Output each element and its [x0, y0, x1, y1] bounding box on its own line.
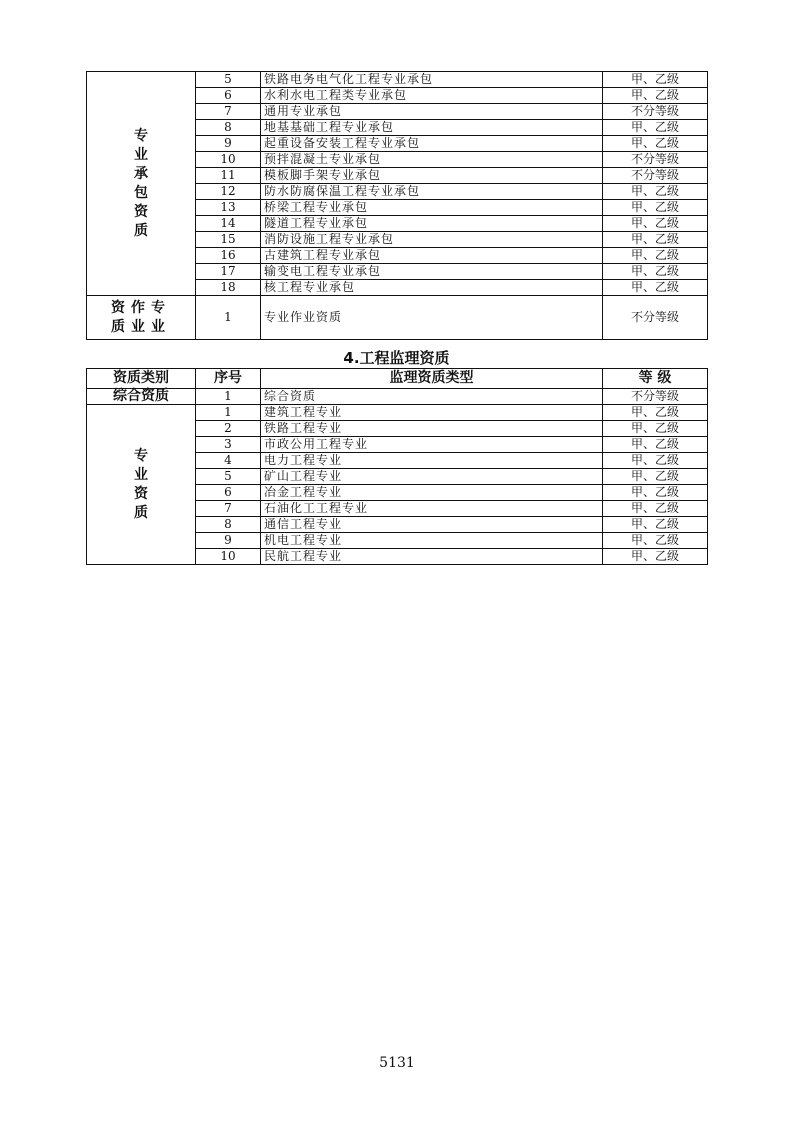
row-grade: 不分等级 [603, 389, 708, 405]
row-name: 起重设备安装工程专业承包 [261, 136, 603, 152]
section-title: 4.工程监理资质 [343, 349, 450, 367]
row-name: 电力工程专业 [261, 453, 603, 469]
row-name: 隧道工程专业承包 [261, 216, 603, 232]
row-number: 7 [196, 104, 261, 120]
row-grade: 不分等级 [603, 152, 708, 168]
header-category: 资质类别 [87, 369, 196, 389]
category-label: 专业承包资质 [134, 127, 148, 239]
supervision-qualification-table [86, 368, 708, 565]
row-number: 18 [196, 280, 261, 296]
row-number: 14 [196, 216, 261, 232]
row-grade: 甲、乙级 [603, 120, 708, 136]
row-grade: 不分等级 [603, 104, 708, 120]
page-number: 5131 [379, 1055, 415, 1071]
row-name: 水利水电工程类专业承包 [261, 88, 603, 104]
row-name: 石油化工工程专业 [261, 501, 603, 517]
row-grade: 甲、乙级 [603, 421, 708, 437]
category-label-line1: 资作专 [111, 299, 171, 316]
table-row [87, 389, 708, 405]
category-comprehensive: 综合资质 [87, 389, 196, 405]
row-name: 机电工程专业 [261, 533, 603, 549]
row-grade: 甲、乙级 [603, 453, 708, 469]
row-number: 1 [196, 405, 261, 421]
contracting-qualification-table [86, 71, 708, 340]
row-number: 15 [196, 232, 261, 248]
row-number: 5 [196, 72, 261, 88]
row-name: 专业作业资质 [261, 296, 603, 340]
header-number: 序号 [196, 369, 261, 389]
row-grade: 甲、乙级 [603, 501, 708, 517]
row-name: 桥梁工程专业承包 [261, 200, 603, 216]
row-number: 6 [196, 88, 261, 104]
category-specialty-supervision [87, 405, 196, 565]
row-grade: 甲、乙级 [603, 88, 708, 104]
row-name: 核工程专业承包 [261, 280, 603, 296]
row-name: 通信工程专业 [261, 517, 603, 533]
header-type: 监理资质类型 [261, 369, 603, 389]
row-number: 4 [196, 453, 261, 469]
row-name: 防水防腐保温工程专业承包 [261, 184, 603, 200]
row-grade: 甲、乙级 [603, 549, 708, 565]
row-number: 2 [196, 421, 261, 437]
row-name: 模板脚手架专业承包 [261, 168, 603, 184]
row-number: 8 [196, 120, 261, 136]
row-name: 综合资质 [261, 389, 603, 405]
row-number: 6 [196, 485, 261, 501]
row-grade: 甲、乙级 [603, 216, 708, 232]
row-number: 16 [196, 248, 261, 264]
table-row [87, 296, 708, 340]
row-grade: 甲、乙级 [603, 280, 708, 296]
row-number: 9 [196, 533, 261, 549]
row-grade: 甲、乙级 [603, 200, 708, 216]
row-number: 11 [196, 168, 261, 184]
row-name: 铁路工程专业 [261, 421, 603, 437]
row-number: 5 [196, 469, 261, 485]
row-grade: 甲、乙级 [603, 469, 708, 485]
row-number: 17 [196, 264, 261, 280]
row-grade: 不分等级 [603, 296, 708, 340]
row-name: 市政公用工程专业 [261, 437, 603, 453]
row-name: 地基基础工程专业承包 [261, 120, 603, 136]
category-label: 专业资质 [134, 447, 148, 521]
row-name: 输变电工程专业承包 [261, 264, 603, 280]
row-number: 3 [196, 437, 261, 453]
row-number: 9 [196, 136, 261, 152]
category-specialty-contracting [87, 72, 196, 296]
row-number: 13 [196, 200, 261, 216]
row-grade: 甲、乙级 [603, 517, 708, 533]
row-number: 10 [196, 549, 261, 565]
header-grade: 等 级 [603, 369, 708, 389]
row-number: 8 [196, 517, 261, 533]
row-name: 预拌混凝土专业承包 [261, 152, 603, 168]
row-grade: 甲、乙级 [603, 533, 708, 549]
table-header-row [87, 369, 708, 389]
row-name: 冶金工程专业 [261, 485, 603, 501]
table-row [87, 72, 708, 88]
row-grade: 甲、乙级 [603, 136, 708, 152]
row-grade: 甲、乙级 [603, 72, 708, 88]
row-grade: 甲、乙级 [603, 248, 708, 264]
row-name: 通用专业承包 [261, 104, 603, 120]
table-row [87, 405, 708, 421]
row-number: 1 [196, 389, 261, 405]
row-name: 建筑工程专业 [261, 405, 603, 421]
row-name: 古建筑工程专业承包 [261, 248, 603, 264]
row-number: 10 [196, 152, 261, 168]
row-number: 7 [196, 501, 261, 517]
row-grade: 不分等级 [603, 168, 708, 184]
row-grade: 甲、乙级 [603, 405, 708, 421]
row-name: 铁路电务电气化工程专业承包 [261, 72, 603, 88]
row-number: 12 [196, 184, 261, 200]
category-label-line2: 质业业 [111, 318, 171, 335]
row-grade: 甲、乙级 [603, 184, 708, 200]
row-number: 1 [196, 296, 261, 340]
row-grade: 甲、乙级 [603, 437, 708, 453]
row-name: 民航工程专业 [261, 549, 603, 565]
row-name: 消防设施工程专业承包 [261, 232, 603, 248]
row-name: 矿山工程专业 [261, 469, 603, 485]
category-specialty-operation [87, 296, 196, 340]
row-grade: 甲、乙级 [603, 264, 708, 280]
row-grade: 甲、乙级 [603, 232, 708, 248]
row-grade: 甲、乙级 [603, 485, 708, 501]
